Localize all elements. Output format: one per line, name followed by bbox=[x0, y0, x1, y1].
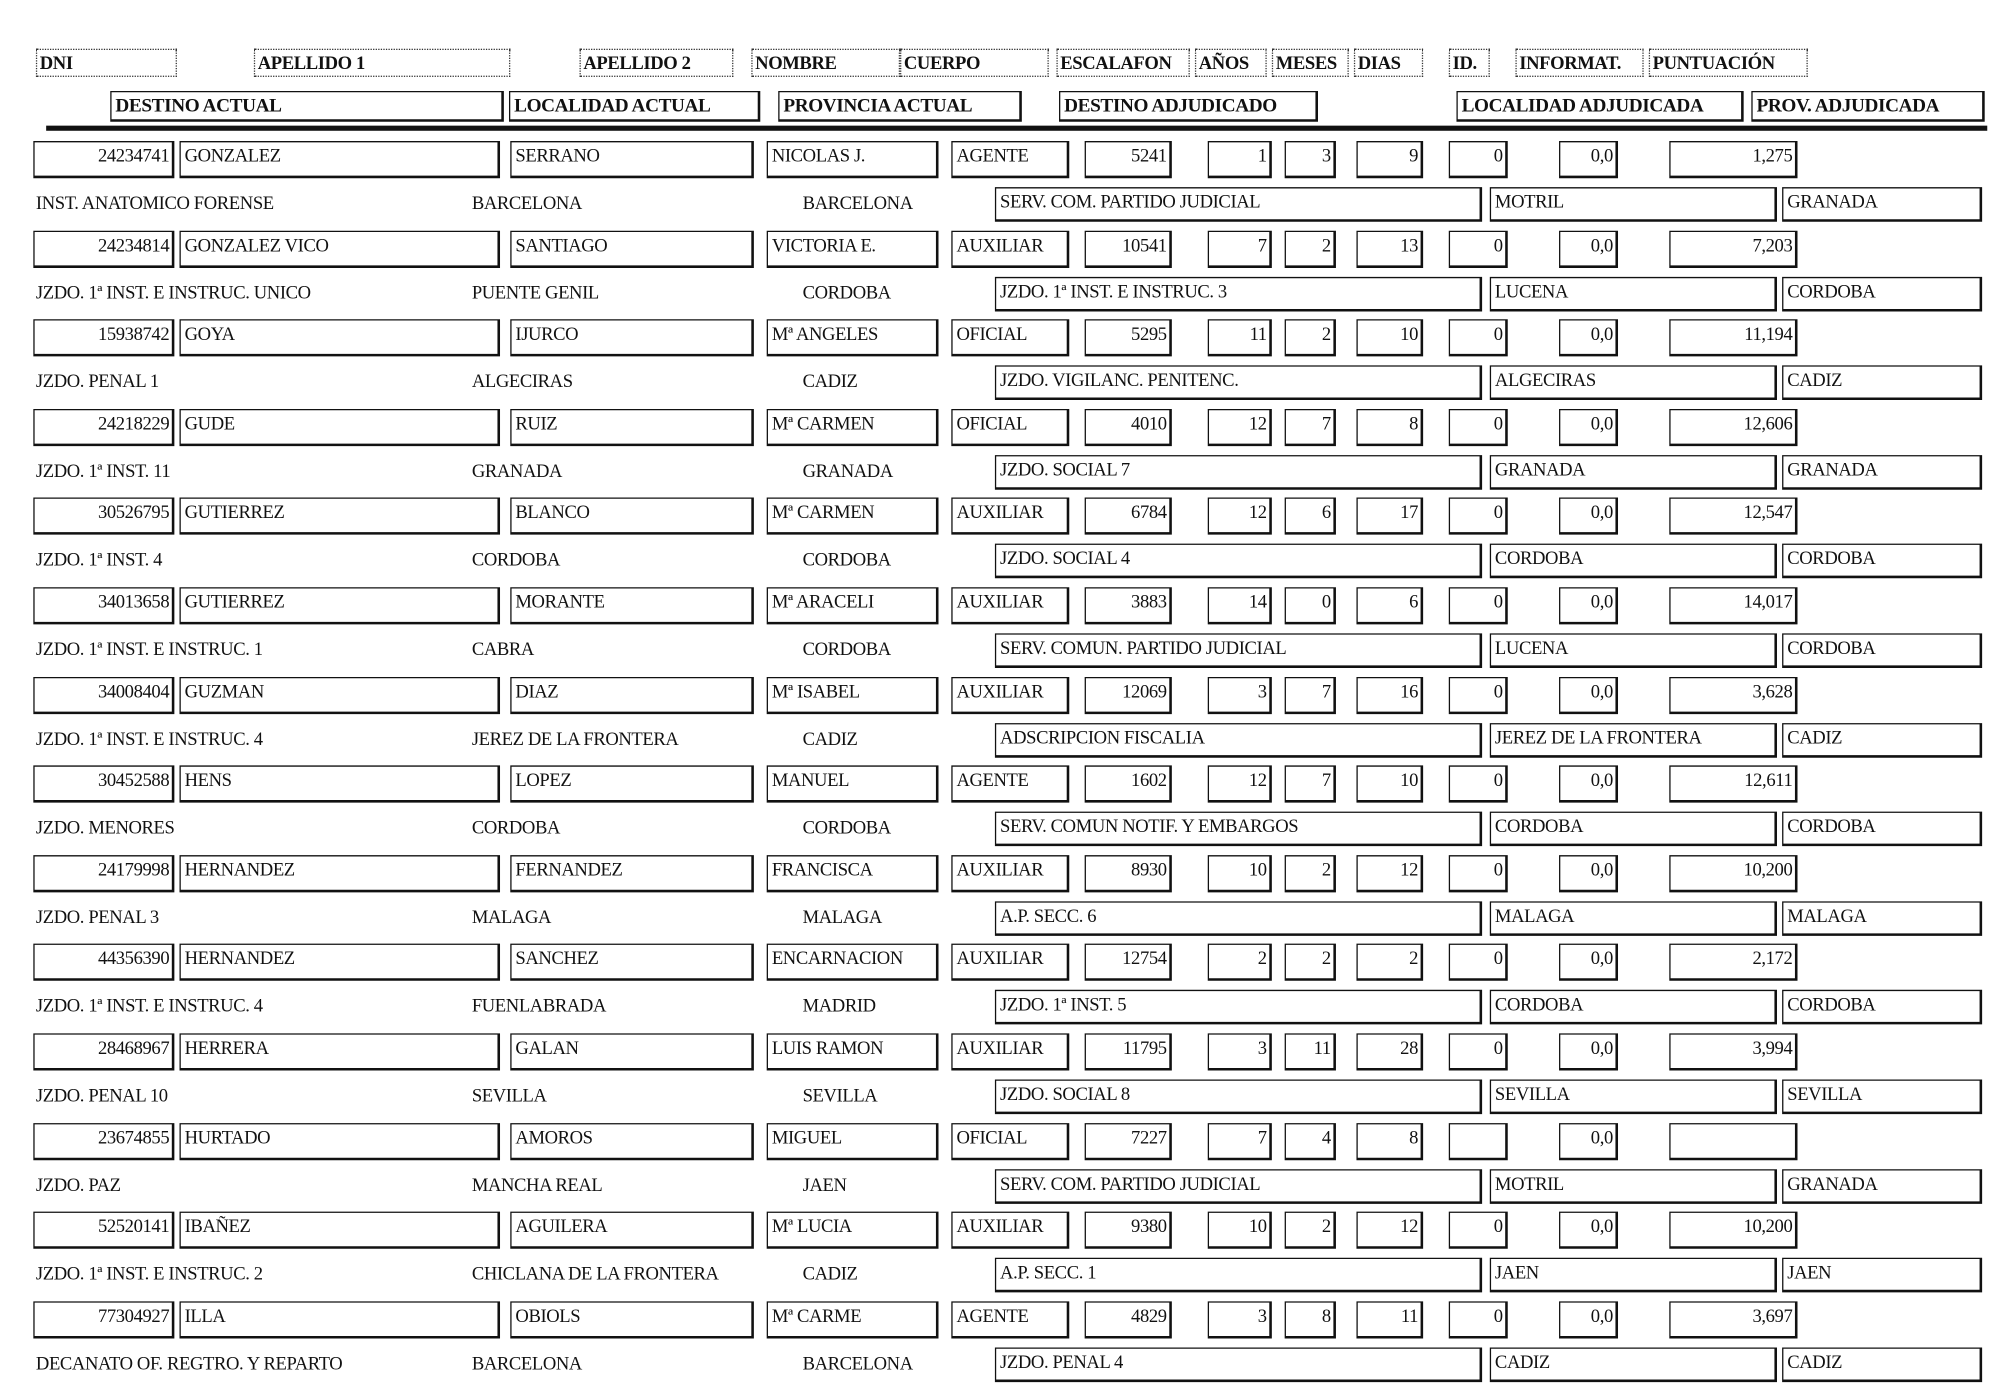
field-informat: 0,0 bbox=[1559, 1301, 1618, 1338]
destino-adjudicado: JZDO. 1ª INST. E INSTRUC. 3 bbox=[995, 277, 1482, 312]
field-dni: 44356390 bbox=[33, 944, 174, 981]
prov-adjudicada: GRANADA bbox=[1782, 187, 1982, 222]
field-id: 0 bbox=[1449, 231, 1508, 268]
field-dias: 12 bbox=[1356, 1212, 1423, 1249]
localidad-adjudicada: CORDOBA bbox=[1490, 812, 1777, 847]
field-dias: 10 bbox=[1356, 765, 1423, 802]
field-dni: 24218229 bbox=[33, 409, 174, 446]
field-meses: 2 bbox=[1285, 944, 1336, 981]
destino-actual: INST. ANATOMICO FORENSE bbox=[35, 193, 274, 215]
field-apellido2: DIAZ bbox=[510, 677, 754, 714]
header-localidad-actual: LOCALIDAD ACTUAL bbox=[509, 91, 760, 122]
field-puntuacion: 3,994 bbox=[1669, 1033, 1797, 1070]
field-dias: 13 bbox=[1356, 231, 1423, 268]
field-id: 0 bbox=[1449, 409, 1508, 446]
field-anos: 12 bbox=[1208, 765, 1272, 802]
field-dni: 30452588 bbox=[33, 765, 174, 802]
field-cuerpo: AUXILIAR bbox=[951, 855, 1069, 892]
header-escalafon: ESCALAFON bbox=[1056, 49, 1189, 77]
field-escalafon: 4010 bbox=[1085, 409, 1172, 446]
header-apellido2: APELLIDO 2 bbox=[580, 49, 734, 77]
destino-actual: JZDO. 1ª INST. E INSTRUC. 2 bbox=[35, 1264, 263, 1285]
prov-adjudicada: CORDOBA bbox=[1782, 812, 1982, 847]
localidad-adjudicada: MOTRIL bbox=[1490, 187, 1777, 222]
field-dni: 23674855 bbox=[33, 1123, 174, 1160]
field-cuerpo: AUXILIAR bbox=[951, 1212, 1069, 1249]
header-destino-actual: DESTINO ACTUAL bbox=[110, 91, 504, 122]
localidad-adjudicada: SEVILLA bbox=[1490, 1080, 1777, 1115]
header-localidad-adjudicada: LOCALIDAD ADJUDICADA bbox=[1456, 91, 1743, 122]
field-apellido1: HURTADO bbox=[179, 1123, 500, 1160]
field-informat: 0,0 bbox=[1559, 677, 1618, 714]
field-puntuacion: 10,200 bbox=[1669, 855, 1797, 892]
localidad-adjudicada: CADIZ bbox=[1490, 1347, 1777, 1382]
field-apellido1: GUDE bbox=[179, 409, 500, 446]
field-nombre: Mª ARACELI bbox=[767, 587, 939, 624]
field-nombre: MIGUEL bbox=[767, 1123, 939, 1160]
destino-actual: JZDO. MENORES bbox=[35, 817, 175, 839]
field-puntuacion: 14,017 bbox=[1669, 587, 1797, 624]
field-anos: 2 bbox=[1208, 944, 1272, 981]
localidad-actual: BARCELONA bbox=[471, 193, 582, 215]
field-escalafon: 12069 bbox=[1085, 677, 1172, 714]
field-apellido1: HERRERA bbox=[179, 1033, 500, 1070]
field-nombre: Mª CARMEN bbox=[767, 497, 939, 534]
field-escalafon: 5295 bbox=[1085, 319, 1172, 356]
field-informat: 0,0 bbox=[1559, 855, 1618, 892]
field-anos: 3 bbox=[1208, 1033, 1272, 1070]
destino-adjudicado: JZDO. SOCIAL 7 bbox=[995, 455, 1482, 490]
field-id: 0 bbox=[1449, 1301, 1508, 1338]
header-nombre: NOMBRE bbox=[751, 49, 900, 77]
prov-adjudicada: GRANADA bbox=[1782, 455, 1982, 490]
field-apellido1: HENS bbox=[179, 765, 500, 802]
field-meses: 7 bbox=[1285, 677, 1336, 714]
field-meses: 6 bbox=[1285, 497, 1336, 534]
prov-adjudicada: CORDOBA bbox=[1782, 277, 1982, 312]
destino-adjudicado: SERV. COMUN NOTIF. Y EMBARGOS bbox=[995, 812, 1482, 847]
field-apellido1: GOYA bbox=[179, 319, 500, 356]
header-apellido1: APELLIDO 1 bbox=[254, 49, 510, 77]
field-escalafon: 5241 bbox=[1085, 141, 1172, 178]
prov-adjudicada: CADIZ bbox=[1782, 365, 1982, 400]
header-puntuacion: PUNTUACIÓN bbox=[1649, 49, 1808, 77]
provincia-actual: CADIZ bbox=[802, 371, 858, 393]
field-nombre: Mª CARME bbox=[767, 1301, 939, 1338]
field-informat: 0,0 bbox=[1559, 944, 1618, 981]
field-dias: 16 bbox=[1356, 677, 1423, 714]
field-anos: 12 bbox=[1208, 497, 1272, 534]
provincia-actual: GRANADA bbox=[802, 461, 893, 483]
field-apellido1: GONZALEZ bbox=[179, 141, 500, 178]
prov-adjudicada: JAEN bbox=[1782, 1258, 1982, 1293]
field-meses: 7 bbox=[1285, 765, 1336, 802]
field-cuerpo: AUXILIAR bbox=[951, 587, 1069, 624]
field-dias: 28 bbox=[1356, 1033, 1423, 1070]
field-escalafon: 8930 bbox=[1085, 855, 1172, 892]
provincia-actual: CADIZ bbox=[802, 729, 858, 751]
field-dias: 6 bbox=[1356, 587, 1423, 624]
field-id: 0 bbox=[1449, 1033, 1508, 1070]
localidad-adjudicada: LUCENA bbox=[1490, 277, 1777, 312]
field-id: 0 bbox=[1449, 497, 1508, 534]
prov-adjudicada: SEVILLA bbox=[1782, 1080, 1982, 1115]
field-apellido2: MORANTE bbox=[510, 587, 754, 624]
localidad-actual: PUENTE GENIL bbox=[471, 283, 599, 304]
field-escalafon: 7227 bbox=[1085, 1123, 1172, 1160]
destino-adjudicado: A.P. SECC. 1 bbox=[995, 1258, 1482, 1293]
field-escalafon: 12754 bbox=[1085, 944, 1172, 981]
localidad-actual: CABRA bbox=[471, 639, 534, 661]
provincia-actual: SEVILLA bbox=[802, 1085, 878, 1107]
field-informat: 0,0 bbox=[1559, 765, 1618, 802]
destino-adjudicado: JZDO. SOCIAL 4 bbox=[995, 544, 1482, 579]
field-cuerpo: OFICIAL bbox=[951, 319, 1069, 356]
field-informat: 0,0 bbox=[1559, 1033, 1618, 1070]
destino-actual: JZDO. 1ª INST. 4 bbox=[35, 550, 163, 571]
field-id: 0 bbox=[1449, 855, 1508, 892]
field-informat: 0,0 bbox=[1559, 231, 1618, 268]
destino-adjudicado: JZDO. 1ª INST. 5 bbox=[995, 990, 1482, 1025]
field-cuerpo: AUXILIAR bbox=[951, 944, 1069, 981]
localidad-actual: ALGECIRAS bbox=[471, 371, 573, 393]
provincia-actual: MADRID bbox=[802, 996, 876, 1017]
field-id: 0 bbox=[1449, 319, 1508, 356]
localidad-adjudicada: MOTRIL bbox=[1490, 1169, 1777, 1204]
header-dias: DIAS bbox=[1354, 49, 1423, 77]
field-nombre: NICOLAS J. bbox=[767, 141, 939, 178]
field-apellido2: RUIZ bbox=[510, 409, 754, 446]
localidad-actual: MANCHA REAL bbox=[471, 1175, 603, 1197]
field-escalafon: 4829 bbox=[1085, 1301, 1172, 1338]
field-escalafon: 6784 bbox=[1085, 497, 1172, 534]
destino-actual: JZDO. PENAL 10 bbox=[35, 1085, 168, 1107]
field-meses: 2 bbox=[1285, 231, 1336, 268]
header-prov-adjudicada: PROV. ADJUDICADA bbox=[1751, 91, 1984, 122]
field-informat: 0,0 bbox=[1559, 1212, 1618, 1249]
field-nombre: Mª ANGELES bbox=[767, 319, 939, 356]
destino-adjudicado: JZDO. PENAL 4 bbox=[995, 1347, 1482, 1382]
field-cuerpo: AUXILIAR bbox=[951, 497, 1069, 534]
field-anos: 14 bbox=[1208, 587, 1272, 624]
field-anos: 7 bbox=[1208, 231, 1272, 268]
field-apellido2: SANCHEZ bbox=[510, 944, 754, 981]
field-dni: 52520141 bbox=[33, 1212, 174, 1249]
field-id: 0 bbox=[1449, 765, 1508, 802]
field-apellido1: GONZALEZ VICO bbox=[179, 231, 500, 268]
prov-adjudicada: GRANADA bbox=[1782, 1169, 1982, 1204]
field-anos: 1 bbox=[1208, 141, 1272, 178]
field-meses: 0 bbox=[1285, 587, 1336, 624]
field-escalafon: 9380 bbox=[1085, 1212, 1172, 1249]
localidad-adjudicada: CORDOBA bbox=[1490, 544, 1777, 579]
destino-adjudicado: JZDO. SOCIAL 8 bbox=[995, 1080, 1482, 1115]
header-anos: AÑOS bbox=[1195, 49, 1267, 77]
field-nombre: VICTORIA E. bbox=[767, 231, 939, 268]
provincia-actual: CORDOBA bbox=[802, 639, 891, 661]
destino-adjudicado: ADSCRIPCION FISCALIA bbox=[995, 723, 1482, 758]
header-dni: DNI bbox=[36, 49, 177, 77]
provincia-actual: CORDOBA bbox=[802, 817, 891, 839]
field-dias: 12 bbox=[1356, 855, 1423, 892]
field-puntuacion bbox=[1669, 1123, 1797, 1160]
field-informat: 0,0 bbox=[1559, 587, 1618, 624]
provincia-actual: CORDOBA bbox=[802, 283, 891, 304]
destino-actual: JZDO. 1ª INST. 11 bbox=[35, 461, 171, 483]
field-dni: 24179998 bbox=[33, 855, 174, 892]
destino-adjudicado: SERV. COM. PARTIDO JUDICIAL bbox=[995, 187, 1482, 222]
localidad-actual: FUENLABRADA bbox=[471, 996, 606, 1017]
field-nombre: FRANCISCA bbox=[767, 855, 939, 892]
field-cuerpo: AUXILIAR bbox=[951, 231, 1069, 268]
field-id: 0 bbox=[1449, 677, 1508, 714]
field-apellido1: GUTIERREZ bbox=[179, 587, 500, 624]
header-provincia-actual: PROVINCIA ACTUAL bbox=[778, 91, 1022, 122]
field-cuerpo: OFICIAL bbox=[951, 409, 1069, 446]
field-id: 0 bbox=[1449, 1212, 1508, 1249]
field-apellido2: SERRANO bbox=[510, 141, 754, 178]
field-apellido2: GALAN bbox=[510, 1033, 754, 1070]
destino-actual: JZDO. PAZ bbox=[35, 1175, 121, 1197]
field-dni: 77304927 bbox=[33, 1301, 174, 1338]
field-dni: 34008404 bbox=[33, 677, 174, 714]
field-apellido2: SANTIAGO bbox=[510, 231, 754, 268]
field-nombre: ENCARNACION bbox=[767, 944, 939, 981]
destino-adjudicado: SERV. COMUN. PARTIDO JUDICIAL bbox=[995, 633, 1482, 668]
localidad-adjudicada: ALGECIRAS bbox=[1490, 365, 1777, 400]
prov-adjudicada: CORDOBA bbox=[1782, 544, 1982, 579]
destino-adjudicado: JZDO. VIGILANC. PENITENC. bbox=[995, 365, 1482, 400]
prov-adjudicada: CADIZ bbox=[1782, 723, 1982, 758]
field-dias: 17 bbox=[1356, 497, 1423, 534]
localidad-actual: CHICLANA DE LA FRONTERA bbox=[471, 1264, 719, 1285]
field-id: 0 bbox=[1449, 587, 1508, 624]
field-id: 0 bbox=[1449, 141, 1508, 178]
destino-actual: JZDO. PENAL 3 bbox=[35, 907, 159, 929]
localidad-actual: GRANADA bbox=[471, 461, 563, 483]
destino-actual: JZDO. 1ª INST. E INSTRUC. UNICO bbox=[35, 283, 311, 304]
field-anos: 7 bbox=[1208, 1123, 1272, 1160]
field-puntuacion: 3,697 bbox=[1669, 1301, 1797, 1338]
field-puntuacion: 12,606 bbox=[1669, 409, 1797, 446]
provincia-actual: CORDOBA bbox=[802, 550, 891, 571]
localidad-actual: JEREZ DE LA FRONTERA bbox=[471, 729, 679, 751]
header-cuerpo: CUERPO bbox=[900, 49, 1049, 77]
field-cuerpo: AUXILIAR bbox=[951, 677, 1069, 714]
destino-actual: JZDO. 1ª INST. E INSTRUC. 1 bbox=[35, 639, 263, 661]
field-apellido2: AGUILERA bbox=[510, 1212, 754, 1249]
field-apellido2: FERNANDEZ bbox=[510, 855, 754, 892]
field-nombre: MANUEL bbox=[767, 765, 939, 802]
field-apellido2: LOPEZ bbox=[510, 765, 754, 802]
field-escalafon: 3883 bbox=[1085, 587, 1172, 624]
field-puntuacion: 10,200 bbox=[1669, 1212, 1797, 1249]
field-dni: 34013658 bbox=[33, 587, 174, 624]
localidad-adjudicada: JEREZ DE LA FRONTERA bbox=[1490, 723, 1777, 758]
provincia-actual: MALAGA bbox=[802, 907, 882, 929]
field-dni: 30526795 bbox=[33, 497, 174, 534]
field-meses: 7 bbox=[1285, 409, 1336, 446]
field-puntuacion: 1,275 bbox=[1669, 141, 1797, 178]
field-dni: 24234741 bbox=[33, 141, 174, 178]
field-apellido1: ILLA bbox=[179, 1301, 500, 1338]
field-cuerpo: AGENTE bbox=[951, 765, 1069, 802]
localidad-actual: CORDOBA bbox=[471, 550, 561, 571]
field-apellido1: IBAÑEZ bbox=[179, 1212, 500, 1249]
field-cuerpo: AGENTE bbox=[951, 1301, 1069, 1338]
field-meses: 2 bbox=[1285, 319, 1336, 356]
field-escalafon: 1602 bbox=[1085, 765, 1172, 802]
field-cuerpo: AUXILIAR bbox=[951, 1033, 1069, 1070]
field-dni: 15938742 bbox=[33, 319, 174, 356]
field-dni: 28468967 bbox=[33, 1033, 174, 1070]
prov-adjudicada: CADIZ bbox=[1782, 1347, 1982, 1382]
field-informat: 0,0 bbox=[1559, 319, 1618, 356]
field-anos: 3 bbox=[1208, 677, 1272, 714]
field-escalafon: 10541 bbox=[1085, 231, 1172, 268]
field-apellido1: GUTIERREZ bbox=[179, 497, 500, 534]
localidad-actual: SEVILLA bbox=[471, 1085, 547, 1107]
field-apellido1: HERNANDEZ bbox=[179, 855, 500, 892]
field-anos: 10 bbox=[1208, 855, 1272, 892]
destino-actual: JZDO. PENAL 1 bbox=[35, 371, 159, 393]
field-nombre: Mª CARMEN bbox=[767, 409, 939, 446]
field-dni: 24234814 bbox=[33, 231, 174, 268]
header-destino-adjudicado: DESTINO ADJUDICADO bbox=[1059, 91, 1318, 122]
header-divider bbox=[46, 126, 1987, 131]
field-dias: 9 bbox=[1356, 141, 1423, 178]
field-apellido2: IJURCO bbox=[510, 319, 754, 356]
field-apellido2: BLANCO bbox=[510, 497, 754, 534]
field-puntuacion: 3,628 bbox=[1669, 677, 1797, 714]
prov-adjudicada: CORDOBA bbox=[1782, 990, 1982, 1025]
field-informat: 0,0 bbox=[1559, 497, 1618, 534]
field-id: 0 bbox=[1449, 944, 1508, 981]
field-puntuacion: 12,611 bbox=[1669, 765, 1797, 802]
header-id: ID. bbox=[1449, 49, 1490, 77]
destino-adjudicado: SERV. COM. PARTIDO JUDICIAL bbox=[995, 1169, 1482, 1204]
field-anos: 12 bbox=[1208, 409, 1272, 446]
field-dias: 8 bbox=[1356, 1123, 1423, 1160]
field-meses: 2 bbox=[1285, 855, 1336, 892]
localidad-adjudicada: JAEN bbox=[1490, 1258, 1777, 1293]
field-informat: 0,0 bbox=[1559, 141, 1618, 178]
field-puntuacion: 7,203 bbox=[1669, 231, 1797, 268]
destino-actual: DECANATO OF. REGTRO. Y REPARTO bbox=[35, 1353, 343, 1375]
prov-adjudicada: CORDOBA bbox=[1782, 633, 1982, 668]
field-anos: 3 bbox=[1208, 1301, 1272, 1338]
field-meses: 3 bbox=[1285, 141, 1336, 178]
field-puntuacion: 11,194 bbox=[1669, 319, 1797, 356]
header-informat: INFORMAT. bbox=[1515, 49, 1643, 77]
field-meses: 2 bbox=[1285, 1212, 1336, 1249]
field-escalafon: 11795 bbox=[1085, 1033, 1172, 1070]
destino-adjudicado: A.P. SECC. 6 bbox=[995, 901, 1482, 936]
localidad-actual: CORDOBA bbox=[471, 817, 561, 839]
field-dias: 10 bbox=[1356, 319, 1423, 356]
localidad-adjudicada: LUCENA bbox=[1490, 633, 1777, 668]
field-anos: 11 bbox=[1208, 319, 1272, 356]
field-nombre: Mª ISABEL bbox=[767, 677, 939, 714]
field-apellido1: GUZMAN bbox=[179, 677, 500, 714]
field-informat: 0,0 bbox=[1559, 1123, 1618, 1160]
localidad-actual: MALAGA bbox=[471, 907, 552, 929]
field-puntuacion: 2,172 bbox=[1669, 944, 1797, 981]
field-apellido1: HERNANDEZ bbox=[179, 944, 500, 981]
field-dias: 8 bbox=[1356, 409, 1423, 446]
field-meses: 11 bbox=[1285, 1033, 1336, 1070]
field-apellido2: AMOROS bbox=[510, 1123, 754, 1160]
provincia-actual: JAEN bbox=[802, 1175, 847, 1197]
field-nombre: Mª LUCIA bbox=[767, 1212, 939, 1249]
localidad-adjudicada: GRANADA bbox=[1490, 455, 1777, 490]
field-dias: 2 bbox=[1356, 944, 1423, 981]
localidad-adjudicada: MALAGA bbox=[1490, 901, 1777, 936]
field-cuerpo: AGENTE bbox=[951, 141, 1069, 178]
field-meses: 8 bbox=[1285, 1301, 1336, 1338]
header-meses: MESES bbox=[1272, 49, 1349, 77]
field-puntuacion: 12,547 bbox=[1669, 497, 1797, 534]
field-informat: 0,0 bbox=[1559, 409, 1618, 446]
localidad-actual: BARCELONA bbox=[471, 1353, 582, 1375]
provincia-actual: BARCELONA bbox=[802, 193, 913, 215]
prov-adjudicada: MALAGA bbox=[1782, 901, 1982, 936]
destino-actual: JZDO. 1ª INST. E INSTRUC. 4 bbox=[35, 996, 263, 1017]
localidad-adjudicada: CORDOBA bbox=[1490, 990, 1777, 1025]
field-anos: 10 bbox=[1208, 1212, 1272, 1249]
destino-actual: JZDO. 1ª INST. E INSTRUC. 4 bbox=[35, 729, 263, 751]
field-apellido2: OBIOLS bbox=[510, 1301, 754, 1338]
field-id bbox=[1449, 1123, 1508, 1160]
field-dias: 11 bbox=[1356, 1301, 1423, 1338]
provincia-actual: BARCELONA bbox=[802, 1353, 913, 1375]
field-meses: 4 bbox=[1285, 1123, 1336, 1160]
field-nombre: LUIS RAMON bbox=[767, 1033, 939, 1070]
provincia-actual: CADIZ bbox=[802, 1264, 858, 1285]
field-cuerpo: OFICIAL bbox=[951, 1123, 1069, 1160]
